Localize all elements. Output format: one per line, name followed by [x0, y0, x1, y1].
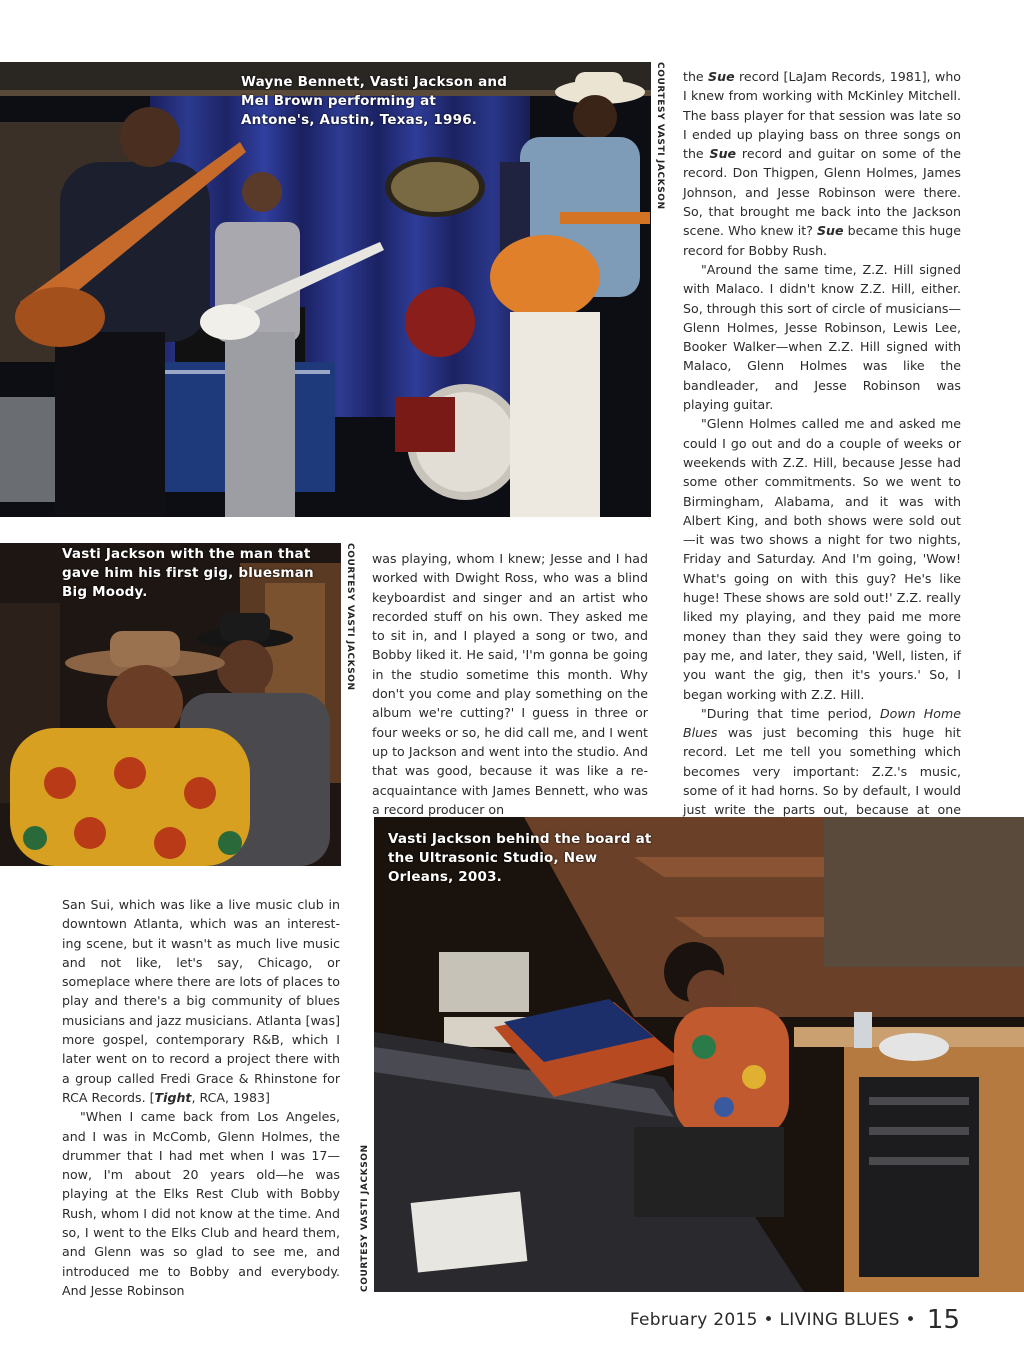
- paragraph: San Sui, which was like a live music club in downtown Atlanta, which was an interesting scene, but it wasn't as much live music and not like, let's say, Chicago, or someplace where there are lots of places to play and there's a big community of blues musicians and jazz musicians. Atlanta [was] more gospel, contemporary R&B, which I later went on to record a project there with a group called Fredi Grace & Rhinstone for RCA Records. [Tight, RCA, 1983]: [62, 897, 340, 1105]
- photo-credit-big-moody: COURTESY VASTI JACKSON: [345, 543, 355, 691]
- footer-publication: February 2015 • LIVING BLUES •: [629, 1310, 916, 1330]
- paragraph: "Around the same time, Z.Z. Hill signed with Malaco. I didn't know Z.Z. Hill, either. So, through this sort of circle of musicians—Glenn Holmes, Jesse Robinson, Lewis Lee, Booker Walker—when Z.Z. Hill signed with Malaco, Glenn Holmes was like the bandleader, and Jesse Robinson was playing guitar.: [683, 261, 961, 413]
- paragraph: the Sue record [LaJam Records, 1981], who I knew from working with McKinley Mitchell. The bass player for that session was late so I ended up playing bass on three songs on the Sue record and guitar on some of the record. Don Thigpen, Glenn Holmes, James Johnson, and Jesse Robinson were there. So, that brought me back into the Jackson scene. Who knew it? Sue became this huge record for Bobby Rush.: [683, 69, 962, 258]
- paragraph: "During that time period, Down Home Blues was just becoming this huge hit record. Let me tell you something which becomes very important: Z.Z.'s music, some of it had horns. So by default, I would just write the parts out, because at one: [683, 705, 961, 818]
- photo-credit-stage: COURTESY VASTI JACKSON: [655, 62, 665, 210]
- photo-caption-big-moody: Vasti Jackson with the man that gave him his first gig, bluesman Big Moody.: [62, 546, 314, 600]
- page-footer: [630, 1305, 960, 1335]
- text-column-left: [62, 895, 340, 1300]
- paragraph: "Glenn Holmes called me and asked me could I go out and do a couple of weeks or weekends with Z.Z. Hill, because Jesse had some other commitments. So we went to Birmingham, Alabama, and it was with Albert King, and both shows were sold out—it was two shows a night for two nights, Friday and Saturday. And I'm going, 'Wow! What's going on with this guy? He's like huge! These shows are sold out!' Z.Z. really liked my playing, and they paid me more money than they said they were going to pay me, and later, they said, 'Well, listen, if you want the gig, then it's yours.' So, I began working with Z.Z. Hill.: [683, 416, 961, 702]
- photo-caption-studio: Vasti Jackson behind the board at the Ultrasonic Studio, New Orleans, 2003.: [388, 831, 652, 885]
- photo-stage-performance: [0, 62, 651, 517]
- text-column-right: [683, 67, 961, 858]
- paragraph: was playing, whom I knew; Jesse and I had worked with Dwight Ross, who was a blind keyboardist and singer and an artist who recorded stuff on his own. They asked me to sit in, and I played a song or two, and Bobby liked it. He said, 'I'm gonna be going in the studio sometime this month. Why don't you come and play something on the album we're cutting?' I guess in three or four weeks or so, he did call me, and I went up to Jackson and went into the studio. And that was good, because it was like a re-acquaintance with James Bennett, who was a record producer on: [372, 551, 648, 817]
- paragraph: "When I came back from Los Angeles, and I was in McComb, Glenn Holmes, the drummer that I had met when I was 17—now, I'm about 20 years old—he was playing at the Elks Rest Club with Bobby Rush, whom I did not know at the time. And so, I went to the Elks Club and heard them, and Glenn was so glad to see me, and introduced me to Bobby and everybody. And Jesse Robinson: [62, 1109, 340, 1298]
- photo-studio: [374, 817, 1024, 1292]
- page-number: 15: [926, 1305, 960, 1335]
- text-column-middle: [372, 549, 648, 819]
- photo-caption-stage: Wayne Bennett, Vasti Jackson and Mel Brown performing at Antone's, Austin, Texas, 1996.: [241, 74, 508, 128]
- photo-credit-studio: COURTESY VASTI JACKSON: [360, 1144, 370, 1292]
